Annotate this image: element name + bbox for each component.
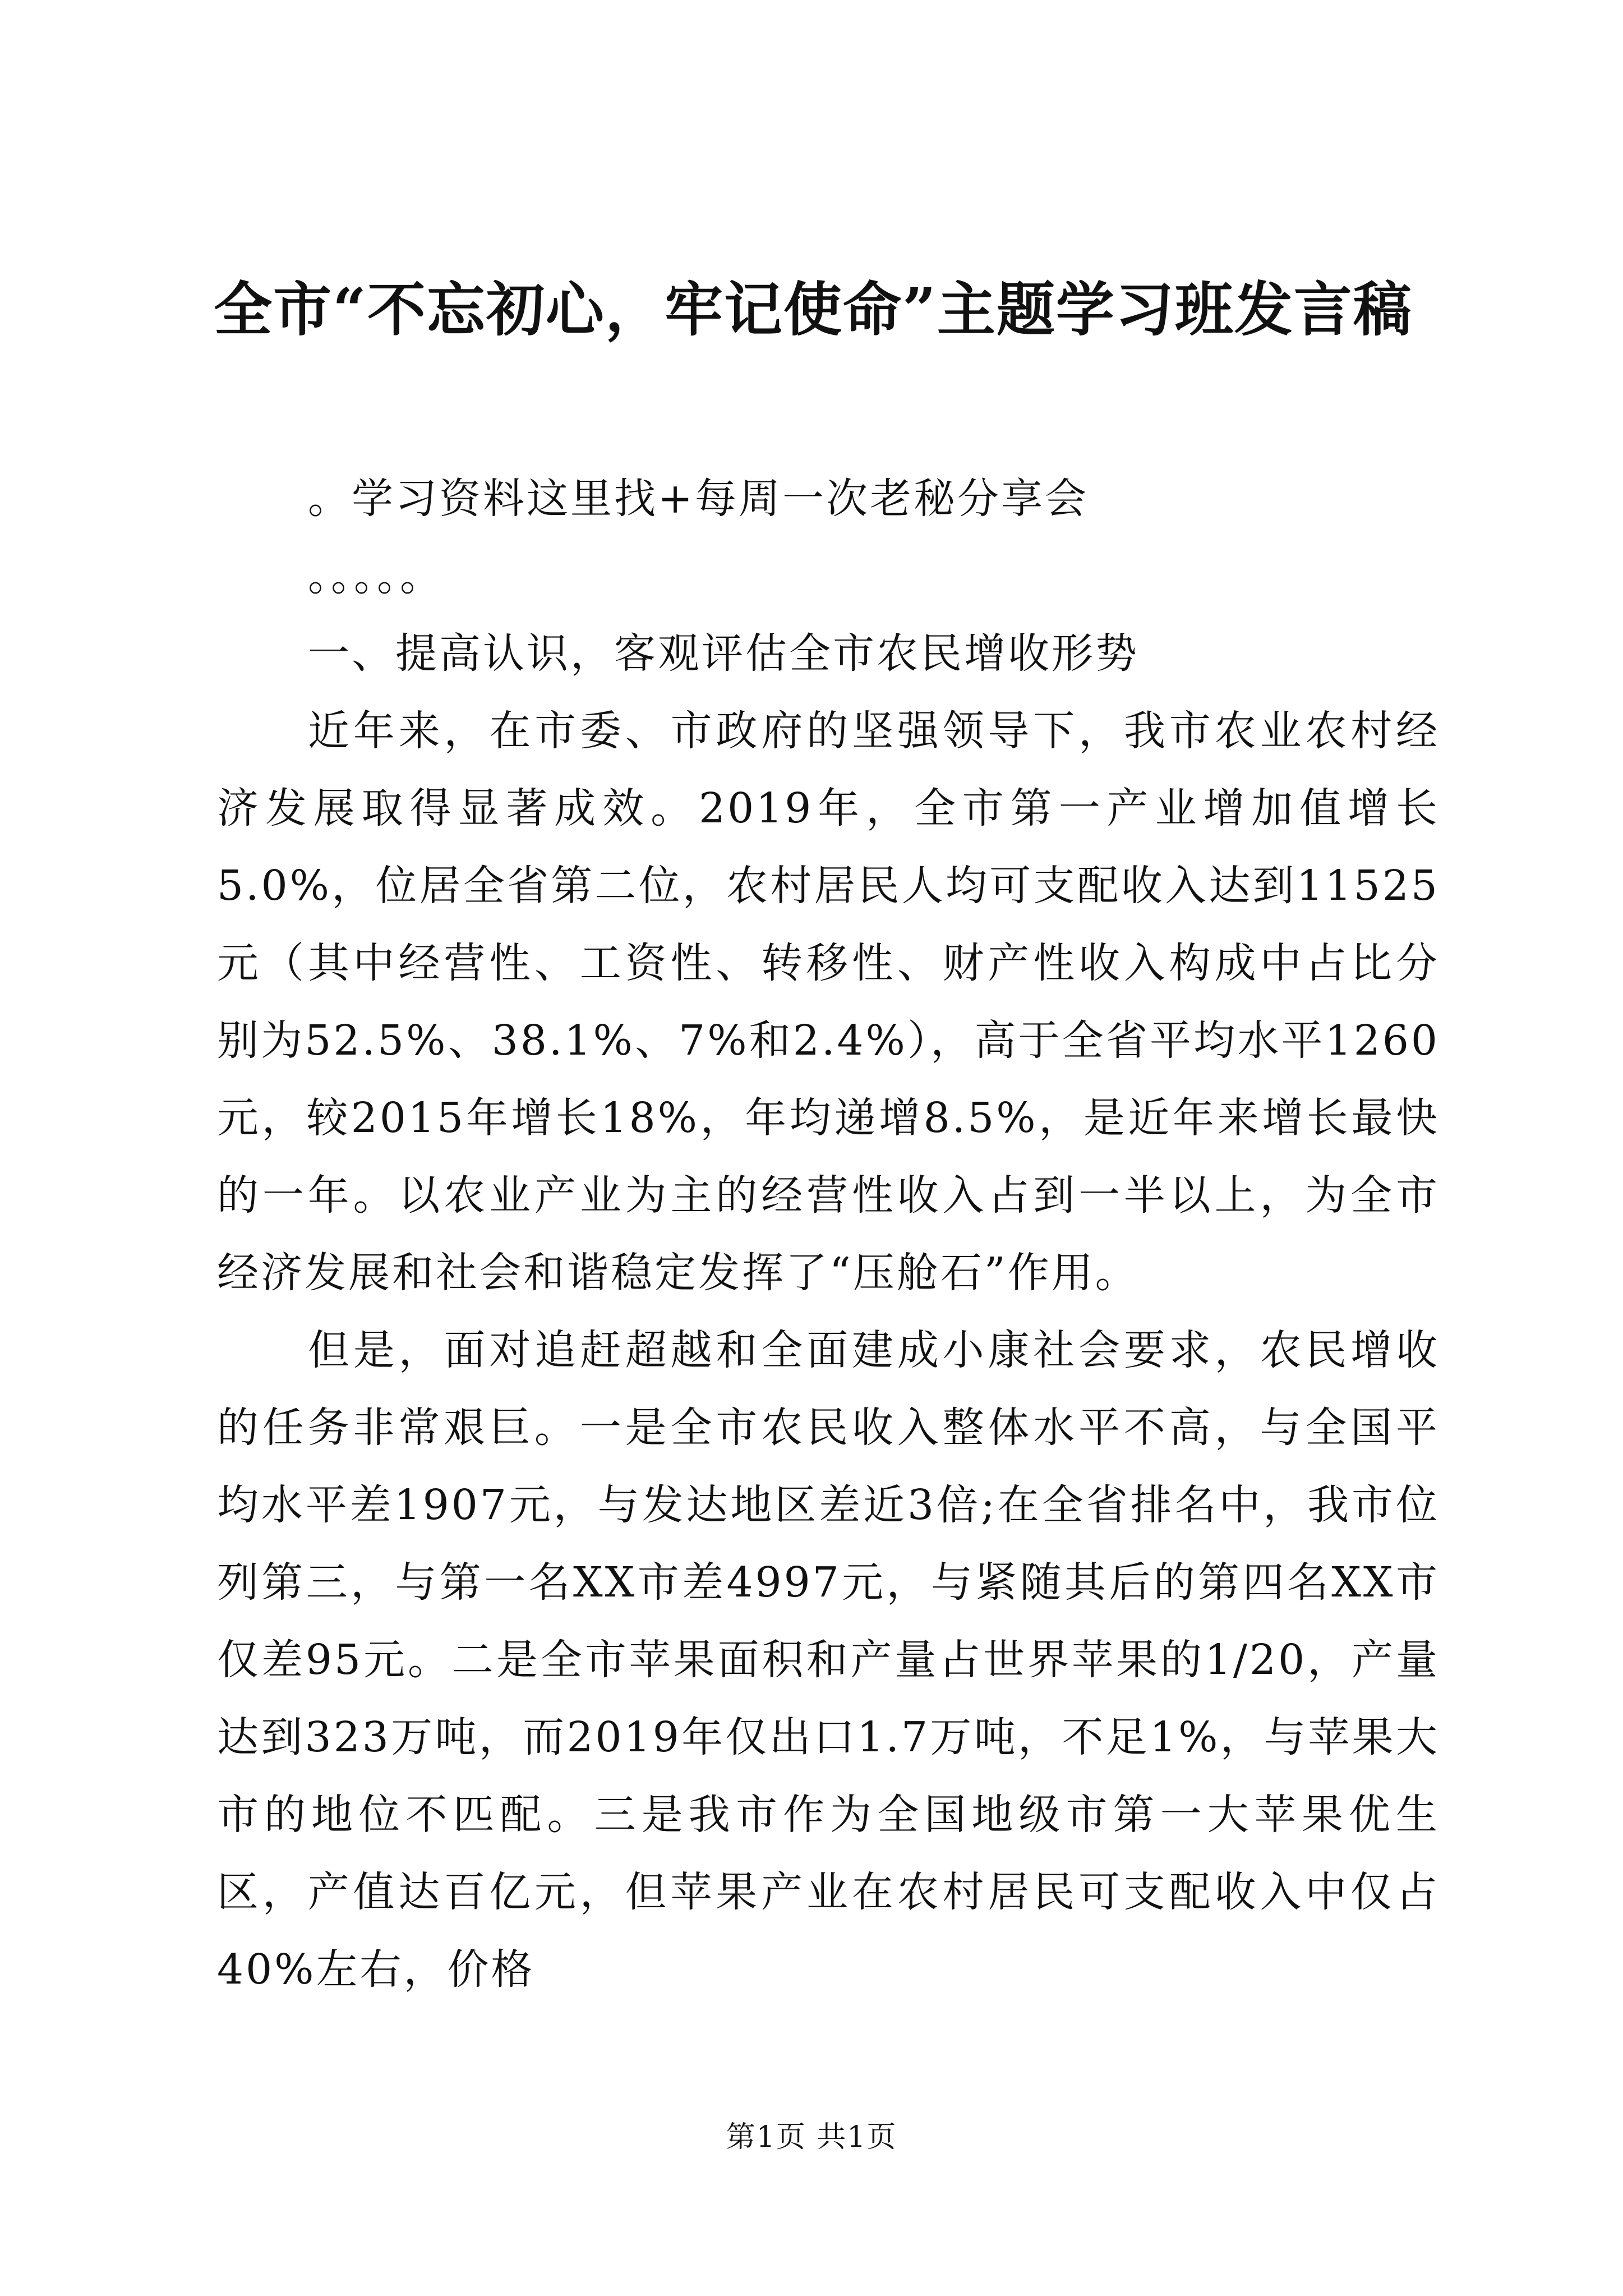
- paragraph-dots: 。。。。。: [308, 552, 444, 600]
- paragraph-challenges: 但是，面对追赶超越和全面建成小康社会要求，农民增收的任务非常艰巨。一是全市农民收入整体水平不高，与全国平均水平差1907元，与发达地区差近3倍;在全省排名中，我市位列第三，与第一名XX市差4997元，与紧随其后的第四名XX市仅差95元。二是全市苹果面积和产量占世界苹果的1/20，产量达到323万吨，而2019年仅出口1.7万吨，不足1%，与苹果大市的地位不匹配。三是我市作为全国地级市第一大苹果优生区，产值达百亿元，但苹果产业在农村居民可支配收入中仅占40%左右，价格: [217, 1326, 1440, 1994]
- paragraph-achievements: 近年来，在市委、市政府的坚强领导下，我市农业农村经济发展取得显著成效。2019年，全市第一产业增加值增长5.0%，位居全省第二位，农村居民人均可支配收入达到11525元（其中经营性、工资性、转移性、财产性收入构成中占比分别为52.5%、38.1%、7%和2.4%），高于全省平均水平1260元，较2015年增长18%，年均递增8.5%，是近年来增长最快的一年。以农业产业为主的经营性收入占到一半以上，为全市经济发展和社会和谐稳定发挥了“压舱石”作用。: [217, 707, 1440, 1297]
- document-body: [217, 460, 1440, 2008]
- document-title: 全市“不忘初心，牢记使命”主题学习班发言稿: [214, 275, 1413, 344]
- paragraph-promo: 。学习资料这里找+每周一次老秘分享会: [308, 475, 1089, 523]
- section-heading: 一、提高认识，客观评估全市农民增收形势: [308, 629, 1139, 678]
- page-footer: 第1页 共1页: [726, 2120, 897, 2154]
